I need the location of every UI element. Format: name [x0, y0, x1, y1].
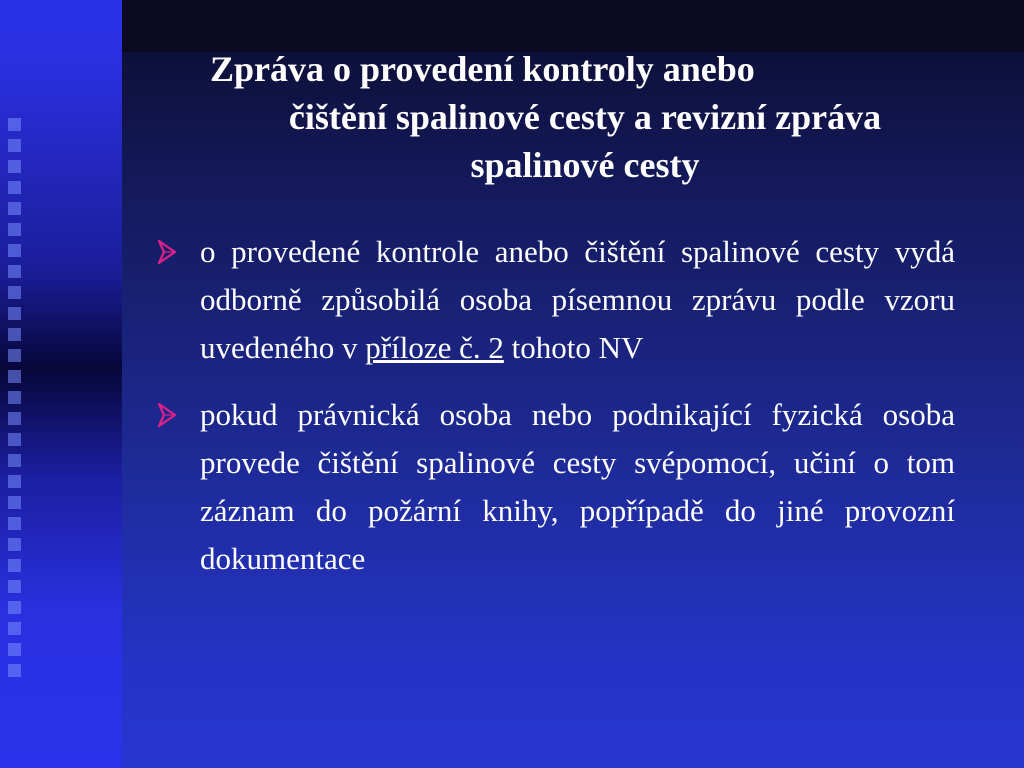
decor-square: [8, 538, 21, 551]
arrow-bullet-icon: [155, 391, 185, 439]
decor-square: [8, 391, 21, 404]
decor-square: [8, 181, 21, 194]
decor-squares: [8, 118, 26, 685]
bullet-2-text: pokud právnická osoba nebo podnikající fyzická osoba provede čištění spalinové cesty svépomocí, učiní o tom záznam do požární knihy, popřípadě do jiné provozní dokumentace: [200, 397, 955, 576]
decor-square: [8, 160, 21, 173]
decor-square: [8, 475, 21, 488]
bullet-1-text: o provedené kontrole anebo čištění spalinové cesty vydá odborně způsobilá osoba písemnou zprávu podle vzoru uvedeného v: [200, 234, 955, 365]
bullet-item-1: [155, 228, 955, 372]
slide-title: [200, 45, 970, 189]
decor-square: [8, 580, 21, 593]
decor-square: [8, 118, 21, 131]
decor-square: [8, 517, 21, 530]
decor-square: [8, 664, 21, 677]
decor-square: [8, 412, 21, 425]
decor-square: [8, 559, 21, 572]
decor-square: [8, 454, 21, 467]
bullet-1-tail: tohoto NV: [503, 330, 644, 365]
annex-link[interactable]: příloze č. 2: [365, 330, 504, 365]
title-line-1: Zpráva o provedení kontroly anebo: [210, 49, 755, 89]
decor-square: [8, 202, 21, 215]
decor-square: [8, 601, 21, 614]
bullet-item-2: [155, 391, 955, 583]
title-line-2: čištění spalinové cesty a revizní zpráva: [288, 97, 882, 137]
arrow-bullet-icon: [155, 228, 185, 276]
decor-square: [8, 244, 21, 257]
decor-square: [8, 622, 21, 635]
decor-square: [8, 286, 21, 299]
bullet-list: [155, 228, 955, 602]
decor-square: [8, 307, 21, 320]
decor-square: [8, 643, 21, 656]
decor-square: [8, 496, 21, 509]
title-line-3: spalinové cesty: [470, 145, 700, 185]
decor-square: [8, 139, 21, 152]
decor-square: [8, 370, 21, 383]
decor-square: [8, 223, 21, 236]
decor-square: [8, 349, 21, 362]
decor-square: [8, 328, 21, 341]
left-decor-strip: [0, 0, 122, 768]
decor-square: [8, 265, 21, 278]
decor-square: [8, 433, 21, 446]
